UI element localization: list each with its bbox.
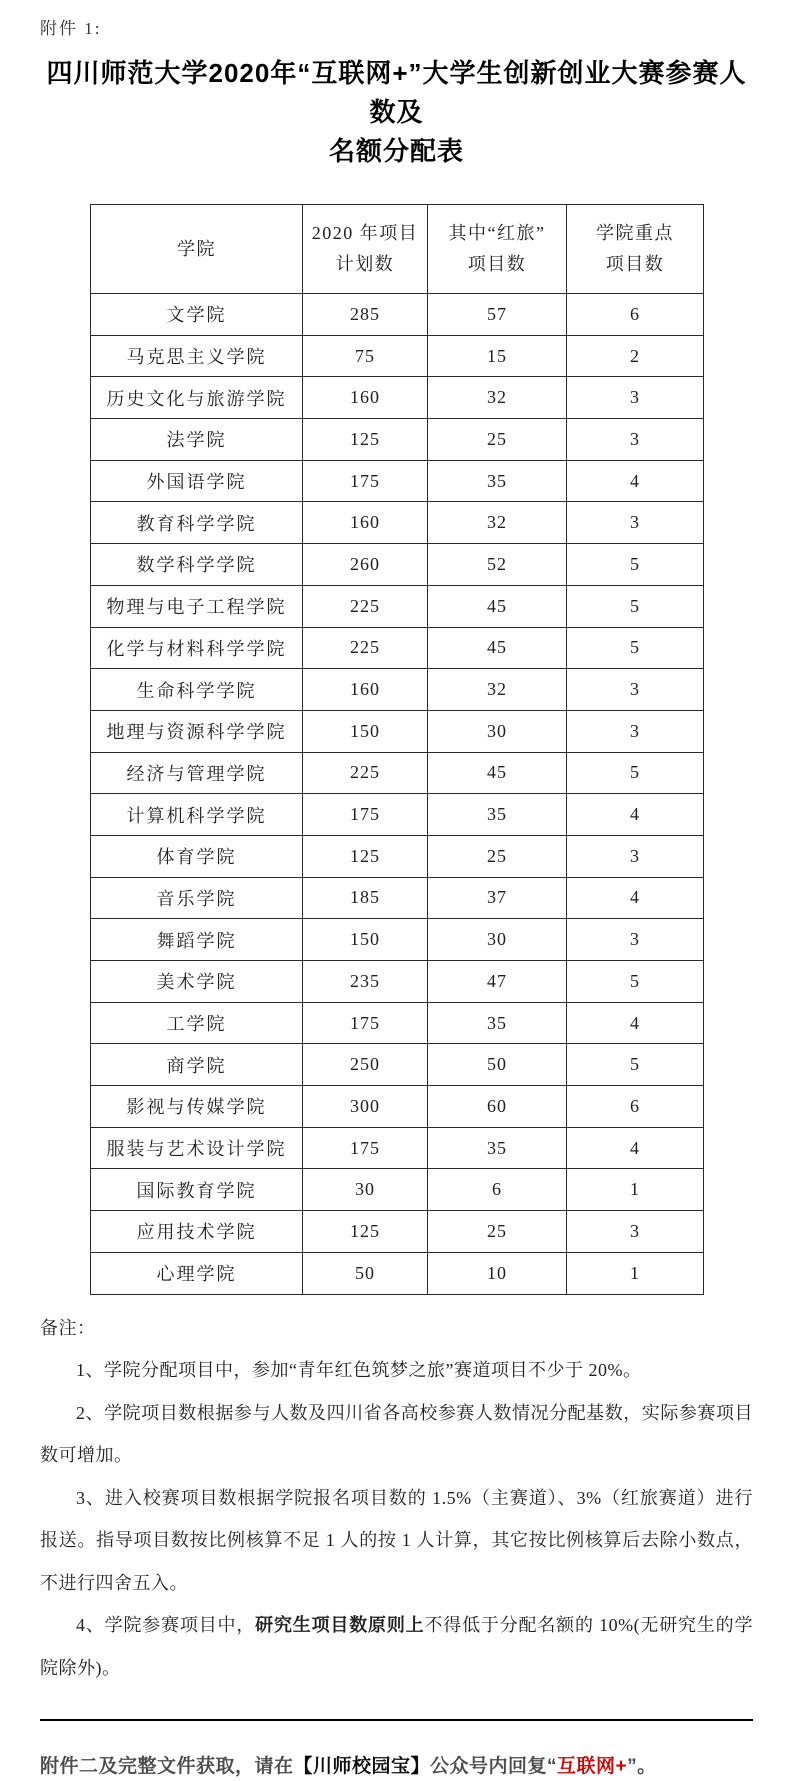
- cell-honglv-count: 6: [428, 1169, 567, 1211]
- cell-honglv-count: 30: [428, 919, 567, 961]
- cell-key-count: 4: [567, 877, 704, 919]
- cell-key-count: 3: [567, 1211, 704, 1253]
- table-row: [91, 294, 704, 336]
- table-row: [91, 627, 704, 669]
- cell-honglv-count: 25: [428, 835, 567, 877]
- cell-plan-count: 125: [303, 835, 428, 877]
- table-row: [91, 460, 704, 502]
- cell-plan-count: 160: [303, 377, 428, 419]
- cell-college: 音乐学院: [91, 877, 303, 919]
- cell-key-count: 4: [567, 1127, 704, 1169]
- cell-key-count: 5: [567, 961, 704, 1003]
- column-header-line: 2020 年项目: [311, 223, 419, 243]
- cell-plan-count: 175: [303, 1002, 428, 1044]
- cell-key-count: 3: [567, 669, 704, 711]
- cell-plan-count: 125: [303, 419, 428, 461]
- cell-key-count: 6: [567, 294, 704, 336]
- cell-honglv-count: 25: [428, 419, 567, 461]
- cell-plan-count: 250: [303, 1044, 428, 1086]
- cell-college: 工学院: [91, 1002, 303, 1044]
- cell-honglv-count: 35: [428, 1002, 567, 1044]
- cell-key-count: 5: [567, 1044, 704, 1086]
- footer-text-3: ”。: [627, 1756, 657, 1777]
- cell-plan-count: 260: [303, 544, 428, 586]
- page-title-line-1: 四川师范大学2020年“互联网+”大学生创新创业大赛参赛人数及: [46, 58, 747, 127]
- cell-college: 舞蹈学院: [91, 919, 303, 961]
- footer-divider: [40, 1719, 753, 1721]
- cell-plan-count: 225: [303, 627, 428, 669]
- footer-text-2: 公众号内回复“: [430, 1756, 558, 1777]
- page-title-line-2: 名额分配表: [328, 136, 464, 166]
- footer-text-1: 附件二及完整文件获取，请在: [40, 1756, 294, 1777]
- cell-plan-count: 125: [303, 1211, 428, 1253]
- note-4-suffix: 不得低于分配名额的 10%(无研究生的学院除外)。: [40, 1615, 753, 1678]
- cell-key-count: 5: [567, 585, 704, 627]
- column-header-line: 其中“红旅”: [448, 223, 546, 243]
- table-row: [91, 1211, 704, 1253]
- note-3: 3、进入校赛项目数根据学院报名项目数的 1.5%（主赛道）、3%（红旅赛道）进行报送。指导项目数按比例核算不足 1 人的按 1 人计算，其它按比例核算后去除小数点，不进行四舍五入。: [40, 1487, 753, 1593]
- column-header-line: 项目数: [605, 254, 665, 274]
- cell-honglv-count: 47: [428, 961, 567, 1003]
- cell-plan-count: 50: [303, 1252, 428, 1294]
- cell-college: 经济与管理学院: [91, 752, 303, 794]
- page-title: [40, 54, 753, 171]
- table-row: [91, 877, 704, 919]
- cell-plan-count: 235: [303, 961, 428, 1003]
- cell-college: 教育科学学院: [91, 502, 303, 544]
- notes-label: 备注：: [40, 1317, 96, 1338]
- table-row: [91, 502, 704, 544]
- cell-honglv-count: 45: [428, 585, 567, 627]
- cell-college: 法学院: [91, 419, 303, 461]
- table-row: [91, 710, 704, 752]
- footer-brand: 【川师校园宝】: [293, 1756, 431, 1777]
- cell-honglv-count: 35: [428, 794, 567, 836]
- cell-plan-count: 150: [303, 710, 428, 752]
- cell-plan-count: 225: [303, 752, 428, 794]
- table-row: [91, 377, 704, 419]
- note-4: [40, 1604, 753, 1689]
- cell-plan-count: 160: [303, 669, 428, 711]
- note-4-prefix: 4、学院参赛项目中，: [76, 1615, 256, 1635]
- table-row: [91, 919, 704, 961]
- cell-college: 生命科学学院: [91, 669, 303, 711]
- cell-college: 地理与资源科学学院: [91, 710, 303, 752]
- cell-key-count: 5: [567, 544, 704, 586]
- column-header-0: [91, 205, 303, 294]
- cell-college: 影视与传媒学院: [91, 1086, 303, 1128]
- table-row: [91, 794, 704, 836]
- table-row: [91, 669, 704, 711]
- cell-honglv-count: 10: [428, 1252, 567, 1294]
- note-1: 1、学院分配项目中，参加“青年红色筑梦之旅”赛道项目不少于 20%。: [76, 1360, 642, 1380]
- table-row: [91, 1127, 704, 1169]
- cell-key-count: 3: [567, 502, 704, 544]
- column-header-3: [567, 205, 704, 294]
- table-header-row: [91, 205, 704, 294]
- cell-honglv-count: 35: [428, 1127, 567, 1169]
- cell-key-count: 5: [567, 627, 704, 669]
- cell-key-count: 3: [567, 377, 704, 419]
- cell-college: 物理与电子工程学院: [91, 585, 303, 627]
- cell-college: 商学院: [91, 1044, 303, 1086]
- column-header-line: 计划数: [335, 254, 395, 274]
- cell-key-count: 4: [567, 1002, 704, 1044]
- table-row: [91, 961, 704, 1003]
- table-row: [91, 419, 704, 461]
- cell-key-count: 3: [567, 419, 704, 461]
- cell-key-count: 1: [567, 1169, 704, 1211]
- cell-key-count: 3: [567, 919, 704, 961]
- cell-honglv-count: 32: [428, 502, 567, 544]
- cell-college: 外国语学院: [91, 460, 303, 502]
- cell-college: 数学科学学院: [91, 544, 303, 586]
- table-row: [91, 544, 704, 586]
- cell-honglv-count: 32: [428, 377, 567, 419]
- cell-college: 计算机科学学院: [91, 794, 303, 836]
- table-row: [91, 585, 704, 627]
- allocation-table: [90, 204, 704, 1295]
- cell-college: 应用技术学院: [91, 1211, 303, 1253]
- cell-key-count: 4: [567, 794, 704, 836]
- cell-key-count: 3: [567, 835, 704, 877]
- cell-key-count: 4: [567, 460, 704, 502]
- cell-college: 化学与材料科学学院: [91, 627, 303, 669]
- cell-honglv-count: 32: [428, 669, 567, 711]
- footer-note: [40, 1753, 753, 1781]
- table-row: [91, 1002, 704, 1044]
- cell-college: 体育学院: [91, 835, 303, 877]
- table-row: [91, 1044, 704, 1086]
- table-row: [91, 752, 704, 794]
- notes-section: [40, 1307, 753, 1690]
- cell-college: 美术学院: [91, 961, 303, 1003]
- cell-college: 服装与艺术设计学院: [91, 1127, 303, 1169]
- table-row: [91, 1169, 704, 1211]
- cell-honglv-count: 50: [428, 1044, 567, 1086]
- cell-plan-count: 175: [303, 460, 428, 502]
- table-row: [91, 335, 704, 377]
- table-row: [91, 1086, 704, 1128]
- column-header-line: 项目数: [467, 254, 527, 274]
- column-header-line: 学院: [177, 238, 216, 259]
- cell-plan-count: 175: [303, 794, 428, 836]
- cell-honglv-count: 57: [428, 294, 567, 336]
- cell-honglv-count: 30: [428, 710, 567, 752]
- attachment-label: 附件 1:: [40, 19, 102, 38]
- cell-honglv-count: 15: [428, 335, 567, 377]
- column-header-2: [428, 205, 567, 294]
- column-header-1: [303, 205, 428, 294]
- cell-plan-count: 150: [303, 919, 428, 961]
- note-4-bold-text: 研究生项目数原则上: [255, 1615, 425, 1635]
- cell-key-count: 2: [567, 335, 704, 377]
- table-row: [91, 835, 704, 877]
- cell-key-count: 6: [567, 1086, 704, 1128]
- cell-plan-count: 160: [303, 502, 428, 544]
- cell-key-count: 3: [567, 710, 704, 752]
- cell-plan-count: 300: [303, 1086, 428, 1128]
- cell-honglv-count: 45: [428, 627, 567, 669]
- footer-highlight: 互联网+: [557, 1756, 628, 1777]
- note-2: 2、学院项目数根据参与人数及四川省各高校参赛人数情况分配基数，实际参赛项目数可增加。: [40, 1402, 753, 1465]
- table-row: [91, 1252, 704, 1294]
- cell-key-count: 1: [567, 1252, 704, 1294]
- cell-plan-count: 225: [303, 585, 428, 627]
- cell-honglv-count: 52: [428, 544, 567, 586]
- column-header-line: 学院重点: [596, 223, 674, 243]
- cell-plan-count: 285: [303, 294, 428, 336]
- cell-honglv-count: 25: [428, 1211, 567, 1253]
- cell-plan-count: 175: [303, 1127, 428, 1169]
- cell-plan-count: 185: [303, 877, 428, 919]
- cell-honglv-count: 45: [428, 752, 567, 794]
- cell-honglv-count: 35: [428, 460, 567, 502]
- cell-college: 心理学院: [91, 1252, 303, 1294]
- cell-honglv-count: 37: [428, 877, 567, 919]
- cell-plan-count: 30: [303, 1169, 428, 1211]
- cell-key-count: 5: [567, 752, 704, 794]
- cell-honglv-count: 60: [428, 1086, 567, 1128]
- cell-college: 文学院: [91, 294, 303, 336]
- cell-college: 历史文化与旅游学院: [91, 377, 303, 419]
- cell-college: 国际教育学院: [91, 1169, 303, 1211]
- cell-plan-count: 75: [303, 335, 428, 377]
- cell-college: 马克思主义学院: [91, 335, 303, 377]
